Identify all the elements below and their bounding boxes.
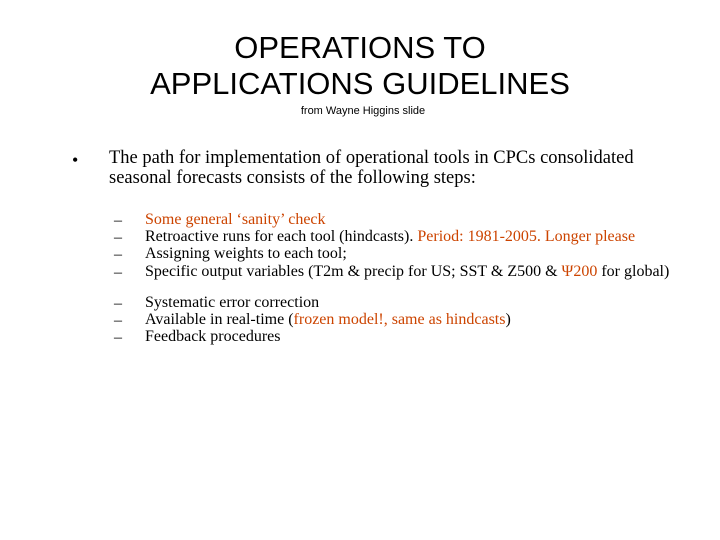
- step-5: [145, 295, 715, 310]
- step-dash: –: [114, 264, 122, 281]
- step-4-text: Specific output variables (T2m & precip for US; SST & Z500 &: [145, 263, 558, 280]
- step-4: [145, 264, 717, 279]
- step-2-text: Retroactive runs for each tool (hindcasts).: [145, 228, 414, 245]
- step-3: [145, 246, 715, 261]
- bullet-marker: •: [72, 150, 79, 170]
- step-6-close: ): [505, 311, 511, 328]
- step-7-text: Feedback procedures: [145, 328, 281, 345]
- step-4-psi: Ψ200: [561, 263, 598, 280]
- step-dash: –: [114, 329, 122, 346]
- step-1-text: Some general ‘sanity’ check: [145, 211, 326, 228]
- step-dash: –: [114, 229, 122, 246]
- slide-title: [0, 30, 720, 102]
- title-line-1: OPERATIONS TO: [234, 30, 486, 65]
- source-note: from Wayne Higgins slide: [300, 105, 426, 117]
- step-2-period: Period: 1981-2005. Longer please: [417, 228, 636, 245]
- bullet-text: The path for implementation of operational tools in CPCs consolidated seasonal forecasts consists of the following steps:: [109, 148, 634, 188]
- step-dash: –: [114, 246, 122, 263]
- step-dash: –: [114, 212, 122, 229]
- step-dash: –: [114, 312, 122, 329]
- step-3-text: Assigning weights to each tool;: [145, 245, 347, 262]
- step-4-end: for global): [601, 263, 670, 280]
- step-7: [145, 329, 715, 344]
- title-line-2: APPLICATIONS GUIDELINES: [150, 66, 570, 101]
- step-dash: –: [114, 295, 122, 312]
- step-6: [145, 312, 715, 327]
- step-5-text: Systematic error correction: [145, 294, 320, 311]
- step-6-highlight: frozen model!, same as hindcasts: [293, 311, 506, 328]
- step-2: [145, 229, 715, 244]
- step-1: [145, 212, 715, 227]
- step-6-text: Available in real-time (: [145, 311, 294, 328]
